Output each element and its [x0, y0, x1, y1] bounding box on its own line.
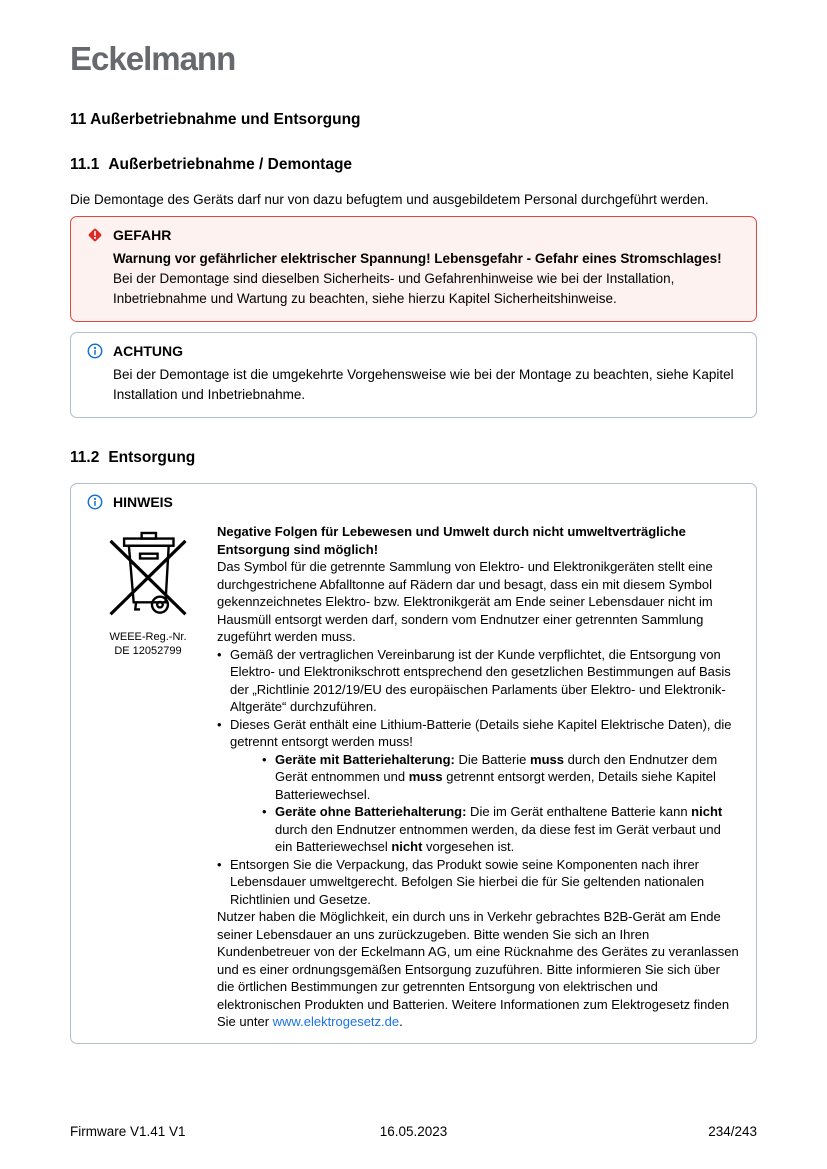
subsection-title: Außerbetriebnahme / Demontage — [108, 156, 353, 173]
elektrogesetz-link[interactable]: www.elektrogesetz.de — [272, 1014, 400, 1029]
notice-title: HINWEIS — [113, 494, 173, 510]
notice-text-column — [217, 523, 742, 1031]
info-icon — [87, 494, 103, 510]
bullet-marker: • — [262, 804, 267, 819]
notice-bullet-list — [217, 646, 740, 909]
subsection-number: 11.2 — [70, 449, 100, 466]
eckelmann-logo: Eckelmann — [70, 40, 236, 77]
notice-content-row — [87, 523, 742, 1031]
list-item — [262, 803, 740, 856]
danger-content — [113, 249, 742, 309]
attention-body-text: Bei der Demontage ist die umgekehrte Vorgehensweise wie bei der Montage zu beachten, siehe Kapitel Installation und Inbetriebnahme. — [113, 367, 734, 402]
bullet-marker: • — [262, 751, 267, 767]
notice-paragraph: Das Symbol für die getrennte Sammlung von Elektro- und Elektronikgeräten stellt eine durchgestrichene Abfalltonne auf Rädern dar und besagt, dass ein mit diesem Symbol gekennzeichnetes Elektro- bzw. Elektronikgerät am Ende seiner Lebensdauer nicht im Hausmüll entsorgt werden darf, sondern vom Endnutzer einer getrennten Sammlung zugeführt werden muss. — [217, 559, 713, 644]
weee-registration-number: WEEE-Reg.-Nr. DE 12052799 — [109, 631, 187, 657]
list-item — [217, 716, 740, 751]
section-heading: 11 Außerbetriebnahme und Entsorgung — [70, 111, 361, 128]
danger-box — [70, 216, 757, 322]
intro-paragraph: Die Demontage des Geräts darf nur von dazu befugtem und ausgebildetem Personal durchgeführt werden. — [70, 192, 709, 207]
attention-title-row — [87, 343, 742, 359]
subsection-title: Entsorgung — [108, 449, 196, 466]
bullet-marker: • — [217, 716, 222, 732]
notice-box — [70, 483, 757, 1044]
notice-title-row — [87, 494, 742, 510]
weee-symbol-column — [87, 523, 209, 1031]
danger-diamond-icon — [87, 227, 103, 243]
attention-title: ACHTUNG — [113, 343, 183, 359]
danger-title: GEFAHR — [113, 227, 172, 243]
danger-warning-line: Warnung vor gefährlicher elektrischer Spannung! Lebensgefahr - Gefahr eines Stromschlages! — [113, 251, 722, 266]
notice-closing-paragraph: Nutzer haben die Möglichkeit, ein durch uns in Verkehr gebrachtes B2B-Gerät am Ende seiner Lebensdauer an uns zurückzugeben. Bitte wenden Sie sich an Ihren Kundenbetreuer von der Eckelmann AG, um eine Rücknahme des Gerätes zu veranlassen und es einer ordnungsgemäßen Entsorgung zuzuführen. Bitte informieren Sie sich über die örtlichen Bestimmungen zur getrennten Entsorgung von elektrischen und elektronischen Produkten und Batterien. Weitere Informationen zum Elektrogesetz finden Sie unter www.elektrogesetz.de. — [217, 909, 739, 1029]
bullet-text: Geräte ohne Batteriehalterung: Die im Gerät enthaltene Batterie kann nicht durch den Endnutzer entnommen werden, da diese fest im Gerät verbaut und ein Batteriewechsel nicht vorgesehen ist. — [275, 804, 723, 854]
footer-date: 16.05.2023 — [379, 1124, 448, 1139]
notice-bold-intro: Negative Folgen für Lebewesen und Umwelt durch nicht umweltverträgliche Entsorgung sind möglich! — [217, 524, 686, 557]
list-item — [262, 751, 740, 804]
subsection-number: 11.1 — [70, 156, 100, 173]
attention-box — [70, 332, 757, 418]
bullet-text: Gemäß der vertraglichen Vereinbarung ist der Kunde verpflichtet, die Entsorgung von Elektro- und Elektronikschrott entsprechend den gesetzlichen Bestimmungen auf Basis der „Richtlinie 2012/19/EU des europäischen Parlaments über Elektro- und Elektronik-Altgeräte“ durchzuführen. — [230, 646, 731, 714]
danger-title-row — [87, 227, 742, 243]
bullet-text: Geräte mit Batteriehalterung: Die Batterie muss durch den Endnutzer dem Gerät entnommen und muss getrennt entsorgt werden, Details siehe Kapitel Batteriewechsel. — [275, 751, 718, 802]
page-footer — [70, 1124, 757, 1139]
subsection-heading-entsorgung — [70, 449, 757, 467]
list-item — [217, 646, 740, 716]
notice-sub-bullet-list — [262, 751, 740, 856]
bullet-text: Entsorgen Sie die Verpackung, das Produkt sowie seine Komponenten nach ihrer Lebensdauer umweltgerecht. Befolgen Sie hierbei die für Sie geltenden nationalen Richtlinien und Gesetze. — [230, 856, 705, 907]
footer-firmware-version: Firmware V1.41 V1 — [70, 1124, 186, 1139]
weee-crossed-out-bin-icon — [108, 529, 188, 623]
bullet-text: Dieses Gerät enthält eine Lithium-Batterie (Details siehe Kapitel Elektrische Daten), die getrennt entsorgt werden muss! — [230, 716, 732, 749]
list-item — [217, 856, 740, 909]
bullet-marker: • — [217, 856, 222, 872]
attention-content — [113, 365, 742, 405]
subsection-heading-demontage — [70, 156, 757, 174]
bullet-marker: • — [217, 646, 222, 662]
footer-page-number: 234/243 — [708, 1124, 757, 1139]
danger-body-text: Bei der Demontage sind dieselben Sicherheits- und Gefahrenhinweise wie bei der Installation, Inbetriebnahme und Wartung zu beachten, siehe hierzu Kapitel Sicherheitshinweise. — [113, 271, 675, 306]
info-icon — [87, 343, 103, 359]
